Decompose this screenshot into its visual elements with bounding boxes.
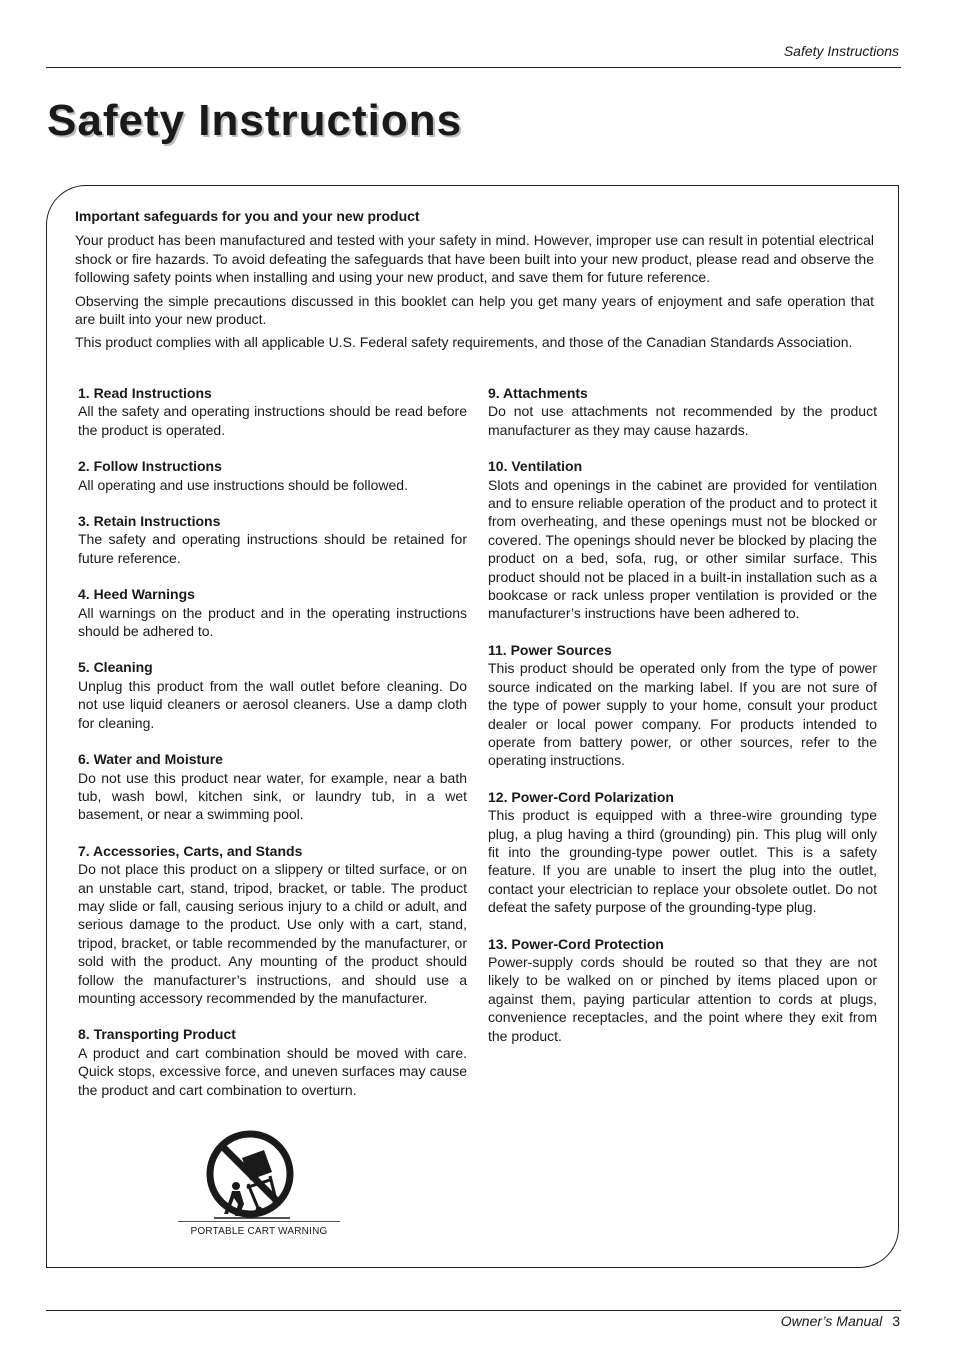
header-rule xyxy=(46,67,901,68)
instruction-text: All operating and use instructions should be followed. xyxy=(78,476,408,493)
intro-heading: Important safeguards for you and your new product xyxy=(75,208,420,224)
instruction-text: All the safety and operating instructions should be read before the product is operated. xyxy=(78,403,467,438)
instruction-title: 1. Read Instructions xyxy=(78,385,212,401)
instruction-text: Do not use this product near water, for example, near a bath tub, wash bowl, kitchen sink, or laundry tub, in a wet basement, or near a swimming pool. xyxy=(78,769,467,823)
instruction-text: Unplug this product from the wall outlet before cleaning. Do not use liquid cleaners or aerosol cleaners. Use a damp cloth for cleaning. xyxy=(78,677,467,731)
instruction-item xyxy=(488,788,877,917)
instruction-item xyxy=(488,935,877,1045)
page-title: Safety Instructions xyxy=(47,96,463,145)
cart-tipping-warning-icon xyxy=(204,1128,296,1222)
instruction-title: 9. Attachments xyxy=(488,385,588,401)
intro-paragraph: Your product has been manufactured and tested with your safety in mind. However, improper use can result in potential electrical shock or fire hazards. To avoid defeating the safeguards that have been built into your new product, please read and observe the following safety points when installing and using your new product, and save them for future reference. xyxy=(75,232,874,286)
intro-paragraph: This product complies with all applicable U.S. Federal safety requirements, and those of the Canadian Standards Association. xyxy=(75,334,853,351)
footer-rule xyxy=(46,1310,901,1311)
instruction-text: This product should be operated only from the type of power source indicated on the marking label. If you are not sure of the type of power supply to your home, consult your product dealer or local power company. For products intended to operate from battery power, or other sources, refer to the operating instructions. xyxy=(488,660,877,769)
instruction-text: All warnings on the product and in the operating instructions should be adhered to. xyxy=(78,604,467,640)
instruction-title: 6. Water and Moisture xyxy=(78,751,223,768)
instruction-text: This product is equipped with a three-wire grounding type plug, a plug having a third (grounding) pin. This plug will only fit into the grounding-type power outlet. This is a safety feature. If you are unable to insert the plug into the outlet, contact your electrician to replace your obsolete outlet. Do not defeat the safety purpose of the grounding-type plug. xyxy=(488,807,877,916)
portable-cart-warning xyxy=(178,1128,340,1243)
instruction-text: Slots and openings in the cabinet are provided for ventilation and to ensure reliable operation of the product and to protect it from overheating, and these openings must not be blocked or covered. The openings should never be blocked by placing the product on a bed, sofa, rug, or other similar surface. This product should not be placed in a built-in installation such as a bookcase or rack unless proper ventilation is provided or the manufacturer’s instructions have been adhered to. xyxy=(488,476,877,622)
page-number: 3 xyxy=(892,1313,900,1329)
instruction-title: 3. Retain Instructions xyxy=(78,513,221,530)
instruction-title: 11. Power Sources xyxy=(488,641,612,658)
cart-warning-caption: PORTABLE CART WARNING xyxy=(190,1226,328,1237)
instructions-right-column xyxy=(488,384,877,1063)
instruction-title: 2. Follow Instructions xyxy=(78,458,222,475)
instruction-item xyxy=(78,1025,467,1099)
intro-paragraph: Observing the simple precautions discussed in this booklet can help you get many years of enjoyment and safe operation that are built into your new product. xyxy=(75,292,874,328)
header-section-title: Safety Instructions xyxy=(783,43,899,59)
footer-manual-label: Owner’s Manual xyxy=(780,1313,883,1329)
instruction-item xyxy=(78,457,467,494)
instruction-item xyxy=(78,585,467,640)
instruction-title: 12. Power-Cord Polarization xyxy=(488,788,674,805)
cart-caption-rule xyxy=(178,1221,340,1222)
instructions-left-column xyxy=(78,384,467,1117)
intro-section xyxy=(75,207,874,357)
instruction-title: 13. Power-Cord Protection xyxy=(488,935,664,952)
instruction-text: Do not place this product on a slippery or tilted surface, or on an unstable cart, stand, tripod, bracket, or table. The product may slide or fall, causing serious injury to a child or adult, and serious damage to the product. Use only with a cart, stand, tripod, bracket, or table recommended by the manufacturer, or sold with the product. Any mounting of the product should follow the manufacturer’s instructions, and should use a mounting accessory recommended by the manufacturer. xyxy=(78,861,467,1006)
instruction-item xyxy=(488,457,877,623)
instruction-item xyxy=(488,641,877,770)
instruction-item xyxy=(78,842,467,1008)
instruction-title: 4. Heed Warnings xyxy=(78,586,195,603)
instruction-item xyxy=(78,512,467,567)
footer xyxy=(781,1313,900,1329)
instruction-item xyxy=(78,750,467,824)
instruction-item xyxy=(488,384,877,439)
instruction-text: Do not use attachments not recommended by the product manufacturer as they may cause hazards. xyxy=(488,403,877,438)
instruction-title: 5. Cleaning xyxy=(78,659,153,676)
instruction-item xyxy=(78,658,467,732)
instruction-title: 10. Ventilation xyxy=(488,458,583,475)
instruction-title: 7. Accessories, Carts, and Stands xyxy=(78,842,303,859)
instruction-text: The safety and operating instructions should be retained for future reference. xyxy=(78,531,467,566)
instruction-item xyxy=(78,384,467,439)
instruction-text: Power-supply cords should be routed so that they are not likely to be walked on or pinched by items placed upon or against them, paying particular attention to cords at plugs, convenience receptacles, and the point where they exit from the product. xyxy=(488,953,877,1044)
instruction-text: A product and cart combination should be moved with care. Quick stops, excessive force, and uneven surfaces may cause the product and cart combination to overturn. xyxy=(78,1044,467,1098)
instruction-title: 8. Transporting Product xyxy=(78,1026,236,1043)
